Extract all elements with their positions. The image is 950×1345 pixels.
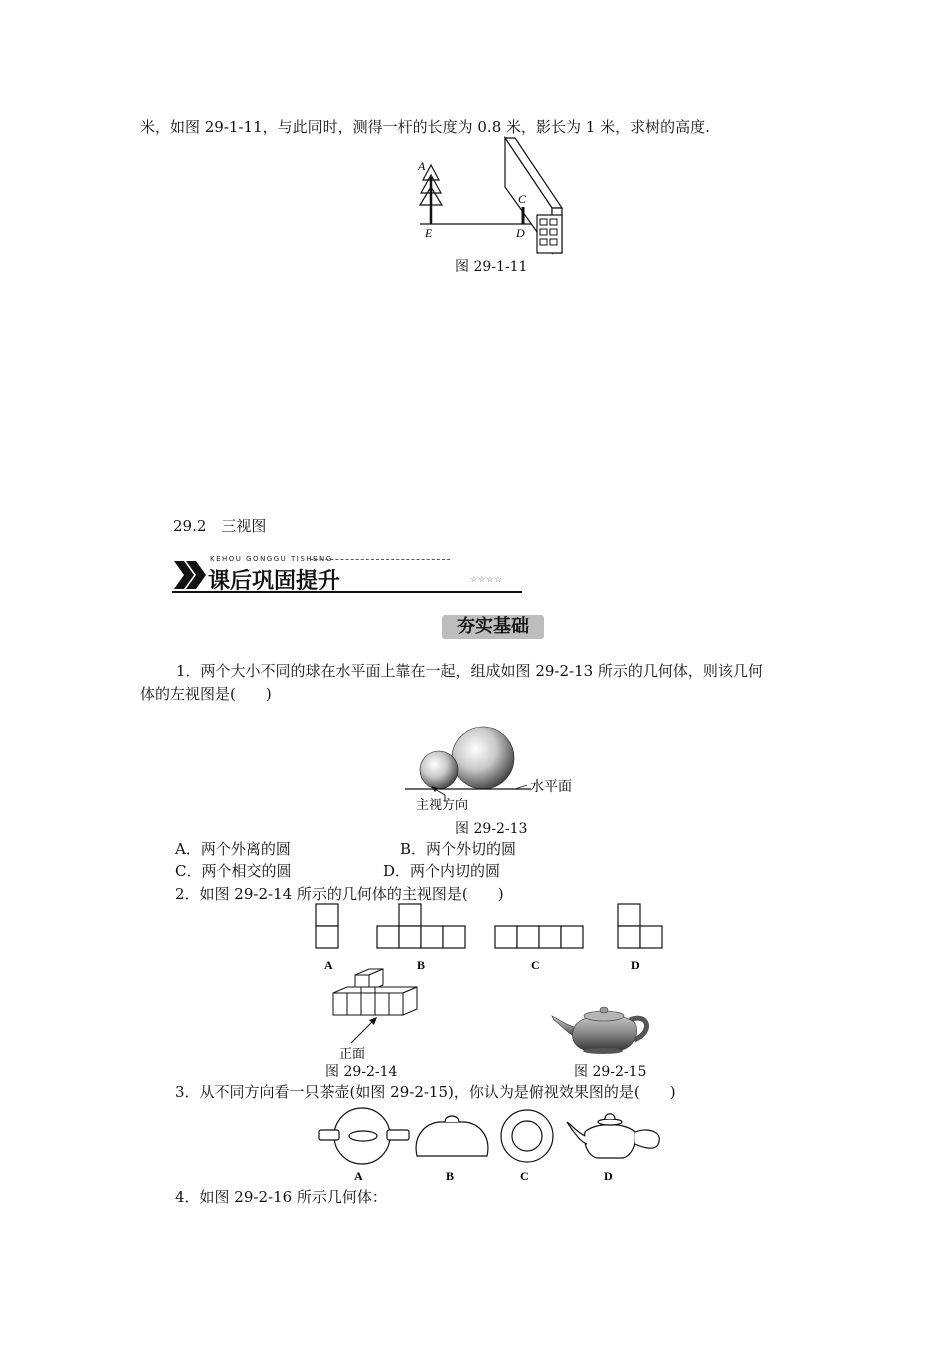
teapot-figure xyxy=(548,998,658,1060)
q3-option-c-label: C xyxy=(520,1169,529,1183)
figure-caption-29-1-11: 图 29-1-11 xyxy=(455,259,528,275)
banner-title: 课后巩固提升 xyxy=(208,569,341,594)
label-d: D xyxy=(516,226,525,240)
figure-caption-29-2-15: 图 29-2-15 xyxy=(574,1064,647,1080)
q1-option-b: B．两个外切的圆 xyxy=(400,840,517,858)
q3-options-figure xyxy=(315,1108,675,1188)
section-title: 29.2 三视图 xyxy=(173,517,267,535)
figure-caption-29-2-13: 图 29-2-13 xyxy=(455,821,528,837)
label-c: C xyxy=(518,192,527,206)
q2-option-c-label: C xyxy=(531,958,540,972)
q1-text-line1: 1．两个大小不同的球在水平面上靠在一起，组成如图 29-2-13 所示的几何体，则该几何 xyxy=(176,662,763,680)
banner-pinyin: KEHOU GONGGU TISHENG xyxy=(210,555,333,563)
q2-option-b-label: B xyxy=(417,958,426,972)
q3-text: 3．从不同方向看一只茶壶(如图 29-2-15)，你认为是俯视效果图的是( ) xyxy=(175,1083,676,1101)
figure-caption-29-2-14: 图 29-2-14 xyxy=(325,1064,398,1080)
q3-option-a-label: A xyxy=(354,1169,363,1183)
two-balls-figure xyxy=(405,722,585,817)
banner-dash-line xyxy=(310,559,450,560)
front-label: 正面 xyxy=(339,1047,366,1062)
label-e: E xyxy=(425,226,433,240)
q1-option-d: D．两个内切的圆 xyxy=(383,862,501,880)
q2-option-a-label: A xyxy=(324,958,333,972)
double-chevron-icon xyxy=(172,561,208,589)
q2-text: 2．如图 29-2-14 所示的几何体的主视图是( ) xyxy=(175,885,504,903)
q4-text: 4．如图 29-2-16 所示几何体： xyxy=(175,1188,387,1206)
q1-option-c: C．两个相交的圆 xyxy=(175,862,292,880)
banner-stars: ☆☆☆☆ xyxy=(470,575,503,584)
q3-option-b-label: B xyxy=(446,1169,455,1183)
label-view-direction: 主视方向 xyxy=(416,798,469,813)
q2-option-d-label: D xyxy=(631,958,640,972)
tree-building-figure xyxy=(415,135,575,260)
sub-banner: 夯实基础 xyxy=(442,615,544,639)
label-horizontal-plane: 水平面 xyxy=(530,779,572,795)
section-banner xyxy=(172,555,522,595)
q1-option-a: A．两个外离的圆 xyxy=(175,840,291,858)
prev-problem-text: 米，如图 29-1-11，与此同时，测得一杆的长度为 0.8 米，影长为 1 米，求树的高度. xyxy=(140,118,710,136)
q3-option-d-label: D xyxy=(604,1169,613,1183)
label-a: A xyxy=(418,159,426,173)
q1-text-line2: 体的左视图是( ) xyxy=(140,685,272,703)
cubes-figure xyxy=(325,965,435,1065)
banner-underline xyxy=(172,591,522,593)
